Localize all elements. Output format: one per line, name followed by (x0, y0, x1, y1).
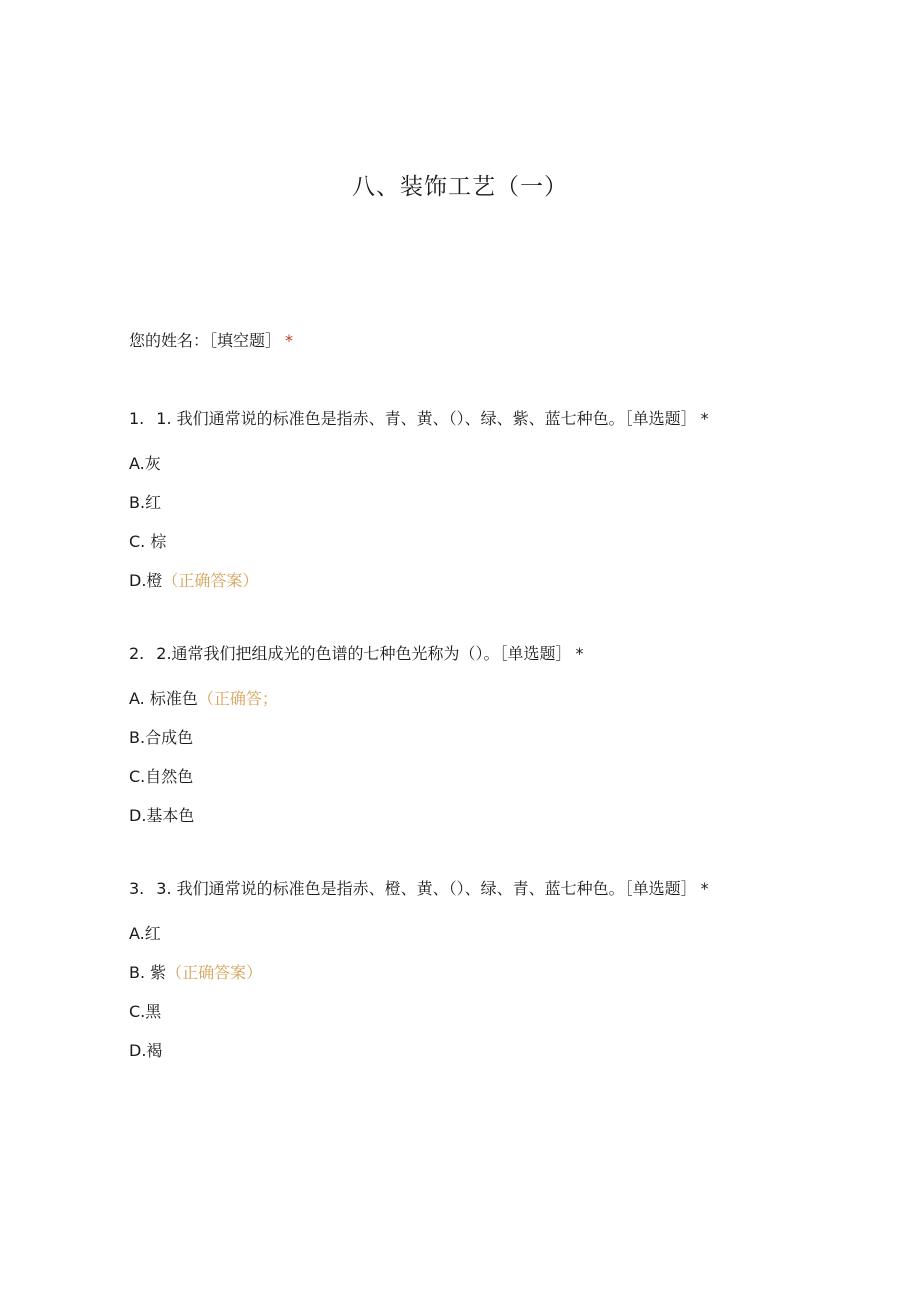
question-1-text (129, 408, 829, 430)
question-prompt: 3. 我们通常说的标准色是指赤、橙、黄、（）、绿、青、蓝七种色。［单选题］ (156, 879, 697, 898)
question-number: 3. (129, 879, 145, 898)
option-label: D.褐 (129, 1041, 163, 1060)
option-a[interactable] (129, 688, 829, 710)
required-asterisk: * (285, 331, 294, 350)
question-2 (129, 643, 829, 827)
option-label: B. 紫 (129, 963, 167, 982)
question-2-text (129, 643, 829, 665)
required-asterisk: * (700, 879, 709, 898)
option-d[interactable] (129, 1040, 829, 1062)
question-prompt: 2.通常我们把组成光的色谱的七种色光称为（）。［单选题］ (156, 644, 572, 663)
correct-answer-note: （正确答案） (166, 963, 263, 982)
option-b[interactable] (129, 492, 829, 514)
option-b[interactable] (129, 727, 829, 749)
name-field-question[interactable] (129, 328, 293, 351)
required-asterisk: * (700, 409, 709, 428)
question-number: 2. (129, 644, 145, 663)
option-label: C.自然色 (129, 767, 194, 786)
name-field-label: 您的姓名：［填空题］ (129, 331, 282, 350)
option-label: A. 标准色 (129, 689, 198, 708)
option-c[interactable] (129, 766, 829, 788)
question-1 (129, 408, 829, 592)
option-label: B.合成色 (129, 728, 194, 747)
option-label: C. 棕 (129, 532, 167, 551)
option-label: A.红 (129, 924, 161, 943)
question-number: 1. (129, 409, 145, 428)
option-label: A.灰 (129, 454, 161, 473)
page-title: 八、装饰工艺（一） (352, 174, 568, 200)
option-label: D.基本色 (129, 806, 195, 825)
correct-answer-note: （正确答案） (162, 571, 259, 590)
option-label: B.红 (129, 493, 162, 512)
option-a[interactable] (129, 923, 829, 945)
option-label: D.橙 (129, 571, 163, 590)
option-d[interactable] (129, 805, 829, 827)
question-prompt: 1. 我们通常说的标准色是指赤、青、黄、（）、绿、紫、蓝七种色。［单选题］ (156, 409, 697, 428)
option-label: C.黑 (129, 1002, 162, 1021)
option-c[interactable] (129, 1001, 829, 1023)
correct-answer-note: （正确答； (197, 689, 278, 708)
option-a[interactable] (129, 453, 829, 475)
required-asterisk: * (575, 644, 584, 663)
option-b[interactable] (129, 962, 829, 984)
option-d[interactable] (129, 570, 829, 592)
question-3-text (129, 878, 829, 900)
option-c[interactable] (129, 531, 829, 553)
question-3 (129, 878, 829, 1062)
